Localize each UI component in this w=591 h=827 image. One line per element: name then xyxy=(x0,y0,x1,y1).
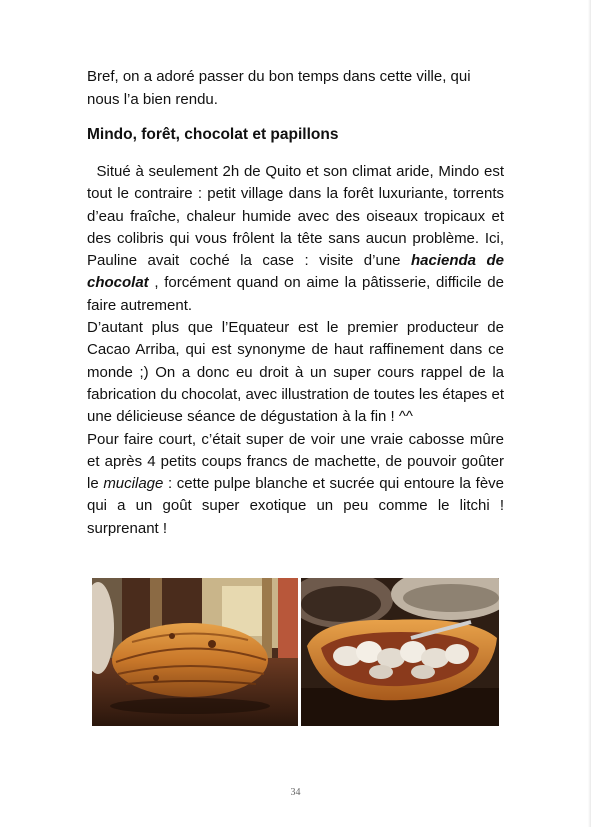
body-text xyxy=(87,161,504,540)
page-number: 34 xyxy=(290,787,301,798)
intro-paragraph: Bref, on a adoré passer du bon temps dans cette ville, qui nous l’a bien rendu. xyxy=(87,68,471,108)
p1-text-b: , forcément quand on aime la pâtisserie, difficile de faire autrement. xyxy=(87,274,504,314)
whole-cacao-pod-photo xyxy=(92,578,298,726)
section-heading: Mindo, forêt, chocolat et papillons xyxy=(87,126,339,143)
mucilage-emphasis: mucilage xyxy=(103,475,164,493)
paragraph-3 xyxy=(87,429,504,540)
p3-text-a: Pour faire court, c’était super de voir une vraie cabosse mûre et après 4 petits coups francs de machette, de pouvoir goûter le xyxy=(87,430,504,493)
hacienda-emphasis: hacienda de chocolat xyxy=(87,252,504,292)
paragraph-2: D’autant plus que l’Equateur est le premier producteur de Cacao Arriba, qui est synonyme de haut raffinement dans ce monde ;) On a donc eu droit à un super cours rappel de la fabrication du chocolat, avec illustration de toutes les étapes et une délicieuse séance de dégustation à la fin ! ^^ xyxy=(87,319,504,426)
opened-cacao-pod-photo xyxy=(301,578,499,726)
p1-text-a: Situé à seulement 2h de Quito et son climat aride, Mindo est tout le contraire : petit village dans la forêt luxuriante, torrents d’eau fraîche, chaleur humide avec des oiseaux tropicaux et des colibris qui vous frôlent la tête sans aucun problème. Ici, Pauline avait coché la case : visite d’une xyxy=(87,163,504,270)
p3-text-b: : cette pulpe blanche et sucrée qui entoure la fève qui a un goût super exotique un peu comme le litchi ! surprenant ! xyxy=(87,475,505,537)
paragraph-1 xyxy=(87,161,504,317)
